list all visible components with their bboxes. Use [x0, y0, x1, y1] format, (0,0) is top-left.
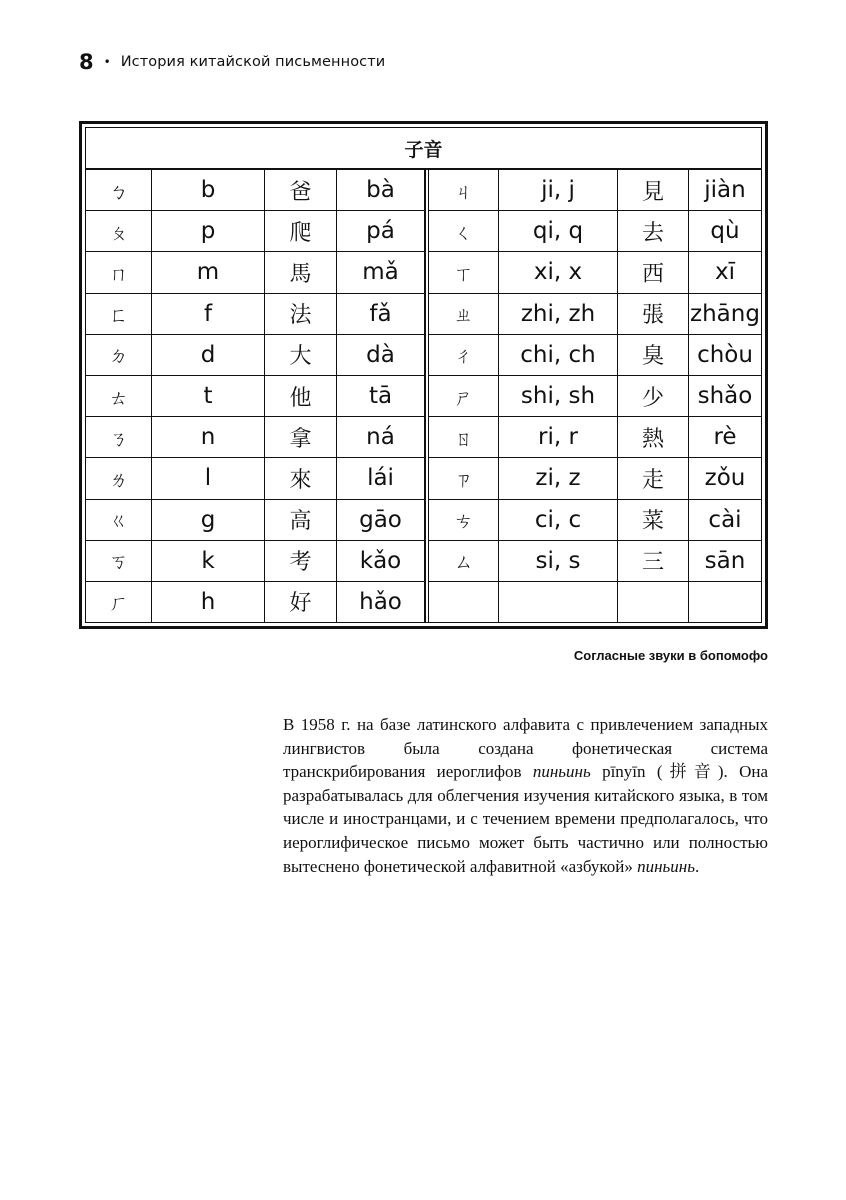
- latin-cell: chi, ch: [499, 335, 618, 375]
- hanzi-cell: 走: [618, 458, 689, 498]
- latin-cell: shi, sh: [499, 376, 618, 416]
- zhuyin-cell: ㄑ: [429, 211, 499, 251]
- running-title: История китайской письменности: [120, 54, 386, 70]
- zhuyin-cell: ㄕ: [429, 376, 499, 416]
- table-row: [429, 500, 761, 541]
- table-caption: Согласные звуки в бопомофо: [573, 648, 768, 663]
- table-row: [429, 294, 761, 335]
- hanzi-cell: 熱: [618, 417, 689, 457]
- table-row: [429, 541, 761, 582]
- latin-cell: d: [152, 335, 265, 375]
- hanzi-cell: 拿: [265, 417, 337, 457]
- hanzi-cell: 高: [265, 500, 337, 540]
- hanzi-cell: 見: [618, 170, 689, 210]
- latin-cell: si, s: [499, 541, 618, 581]
- hanzi-cell: 馬: [265, 252, 337, 292]
- table-row: [429, 582, 761, 622]
- latin-cell: k: [152, 541, 265, 581]
- hanzi-cell: 張: [618, 294, 689, 334]
- pinyin-cell: zǒu: [704, 465, 746, 492]
- hanzi-cell: 大: [265, 335, 337, 375]
- table-row: [86, 541, 424, 582]
- table-row: [429, 417, 761, 458]
- pinyin-cell: fǎ: [369, 300, 392, 327]
- page-number: 8: [79, 50, 94, 74]
- latin-cell: f: [152, 294, 265, 334]
- pinyin-cell: bà: [366, 177, 395, 204]
- zhuyin-cell: ㄈ: [86, 294, 152, 334]
- zhuyin-cell: ㄆ: [86, 211, 152, 251]
- pinyin-cell: ná: [366, 424, 395, 451]
- latin-cell: zhi, zh: [499, 294, 618, 334]
- zhuyin-cell: ㄌ: [86, 458, 152, 498]
- pinyin-cell: pá: [366, 218, 395, 245]
- table-row: [429, 252, 761, 293]
- table-title: 子音: [86, 128, 761, 170]
- table-row: [86, 417, 424, 458]
- table-row: [429, 335, 761, 376]
- latin-cell: xi, x: [499, 252, 618, 292]
- latin-cell: g: [152, 500, 265, 540]
- table-row: [86, 376, 424, 417]
- zhuyin-cell: ㄏ: [86, 582, 152, 622]
- zhuyin-cell: ㄓ: [429, 294, 499, 334]
- latin-cell: ri, r: [499, 417, 618, 457]
- latin-cell: m: [152, 252, 265, 292]
- page-header: [79, 48, 385, 76]
- table-row: [86, 170, 424, 211]
- hanzi-cell: 法: [265, 294, 337, 334]
- pinyin-cell: hǎo: [359, 588, 402, 615]
- zhuyin-cell: ㄋ: [86, 417, 152, 457]
- body-paragraph: [283, 713, 768, 878]
- italic-term: пиньинь: [637, 856, 695, 876]
- latin-cell: [499, 582, 618, 622]
- hanzi-cell: 臭: [618, 335, 689, 375]
- hanzi-cell: 來: [265, 458, 337, 498]
- paragraph-text: .: [694, 856, 700, 876]
- latin-cell: b: [152, 170, 265, 210]
- hanzi-cell: [618, 582, 689, 622]
- table-row: [429, 376, 761, 417]
- pinyin-cell: chòu: [697, 341, 753, 368]
- pinyin-cell: mǎ: [362, 259, 399, 286]
- paragraph-text: pīnyīn (拼音). Она разрабатывалась для облегчения изучения китайского языка, в том числе и иностранцами, и с течением времени предполагалось, что иероглифическое письмо может быть частично или полностью вытеснено фонетической алфавитной «азбукой»: [283, 762, 768, 876]
- zhuyin-cell: ㄙ: [429, 541, 499, 581]
- zhuyin-cell: ㄎ: [86, 541, 152, 581]
- table-right-half: [425, 170, 761, 622]
- hanzi-cell: 好: [265, 582, 337, 622]
- latin-cell: t: [152, 376, 265, 416]
- pinyin-cell: dà: [366, 341, 395, 368]
- table-row: [86, 335, 424, 376]
- hanzi-cell: 少: [618, 376, 689, 416]
- zhuyin-cell: ㄖ: [429, 417, 499, 457]
- hanzi-cell: 三: [618, 541, 689, 581]
- table-row: [86, 582, 424, 622]
- latin-cell: h: [152, 582, 265, 622]
- pinyin-cell: cài: [708, 506, 742, 533]
- table-row: [429, 170, 761, 211]
- zhuyin-cell: ㄒ: [429, 252, 499, 292]
- hanzi-cell: 去: [618, 211, 689, 251]
- zhuyin-cell: ㄔ: [429, 335, 499, 375]
- zhuyin-cell: ㄍ: [86, 500, 152, 540]
- zhuyin-cell: ㄐ: [429, 170, 499, 210]
- pinyin-cell: tā: [368, 383, 393, 410]
- hanzi-cell: 菜: [618, 500, 689, 540]
- hanzi-cell: 考: [265, 541, 337, 581]
- latin-cell: ji, j: [499, 170, 618, 210]
- latin-cell: qi, q: [499, 211, 618, 251]
- pinyin-cell: rè: [713, 424, 737, 451]
- table-row: [429, 458, 761, 499]
- zhuyin-cell: ㄉ: [86, 335, 152, 375]
- latin-cell: ci, c: [499, 500, 618, 540]
- consonants-table: [79, 121, 768, 629]
- pinyin-cell: shǎo: [697, 383, 753, 410]
- pinyin-cell: gāo: [359, 506, 402, 533]
- pinyin-cell: lái: [367, 465, 394, 492]
- table-row: [86, 500, 424, 541]
- hanzi-cell: 他: [265, 376, 337, 416]
- table-row: [86, 294, 424, 335]
- table-row: [86, 458, 424, 499]
- pinyin-cell: jiàn: [704, 177, 746, 204]
- zhuyin-cell: ㄊ: [86, 376, 152, 416]
- pinyin-cell: kǎo: [359, 547, 402, 574]
- pinyin-cell: zhāng: [690, 300, 760, 327]
- table-row: [429, 211, 761, 252]
- pinyin-cell: sān: [704, 547, 746, 574]
- paragraph-text: В 1958 г. на базе латинского алфавита с привлечением западных лингвистов была создана фонетическая система транскрибирования иероглифов: [283, 715, 768, 782]
- table-row: [86, 252, 424, 293]
- table-left-half: [86, 170, 425, 622]
- hanzi-cell: 西: [618, 252, 689, 292]
- italic-term: пиньинь: [532, 762, 591, 782]
- pinyin-cell: [689, 582, 761, 622]
- zhuyin-cell: [429, 582, 499, 622]
- hanzi-cell: 爸: [265, 170, 337, 210]
- table-row: [86, 211, 424, 252]
- hanzi-cell: 爬: [265, 211, 337, 251]
- latin-cell: p: [152, 211, 265, 251]
- zhuyin-cell: ㄇ: [86, 252, 152, 292]
- pinyin-cell: qù: [710, 218, 740, 245]
- latin-cell: n: [152, 417, 265, 457]
- zhuyin-cell: ㄅ: [86, 170, 152, 210]
- latin-cell: zi, z: [499, 458, 618, 498]
- latin-cell: l: [152, 458, 265, 498]
- header-bullet: •: [103, 55, 111, 69]
- zhuyin-cell: ㄘ: [429, 500, 499, 540]
- zhuyin-cell: ㄗ: [429, 458, 499, 498]
- pinyin-cell: xī: [714, 259, 735, 286]
